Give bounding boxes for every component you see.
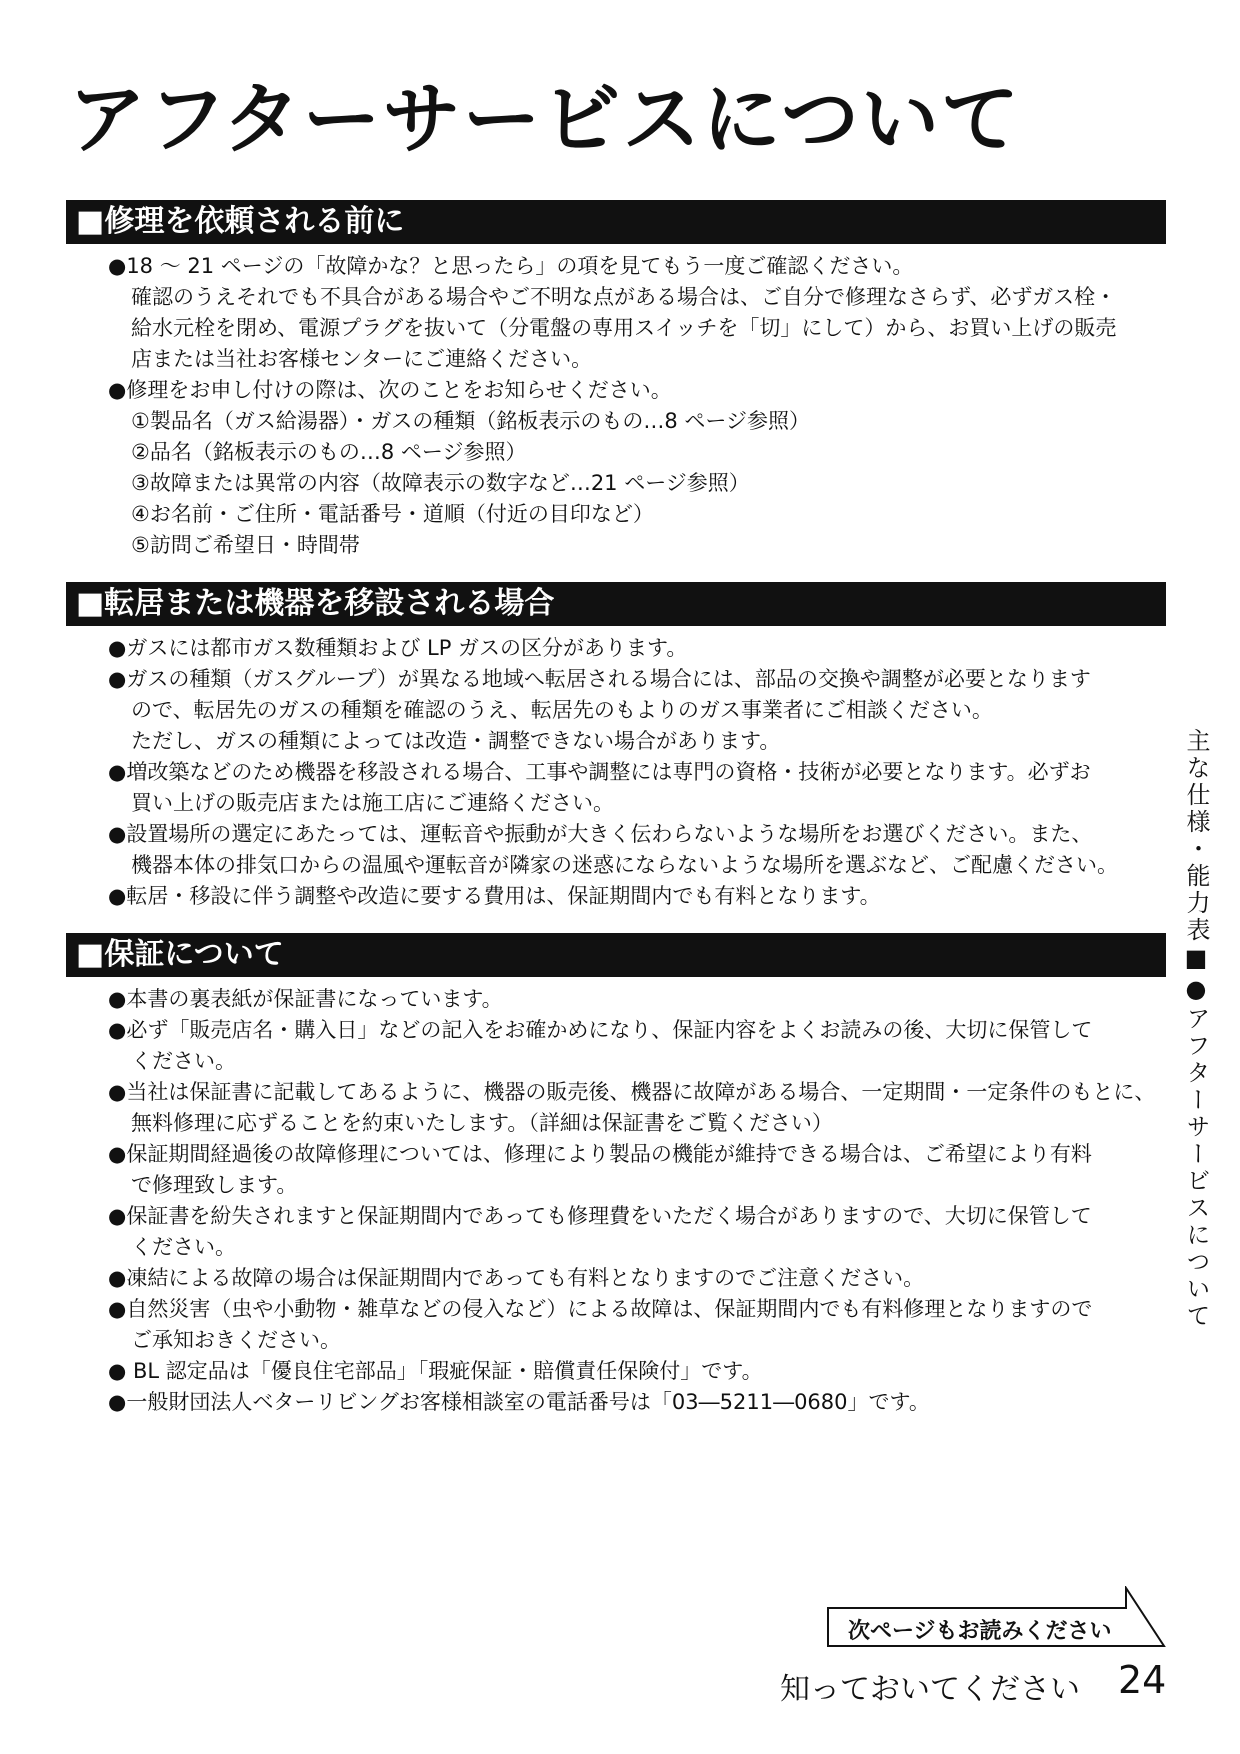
list-item: ご承知おきください。 xyxy=(131,1328,341,1352)
next-page-note xyxy=(826,1586,1166,1654)
list-item: ●必ず「販売店名・購入日」などの記入をお確かめになり、保証内容をよくお読みの後、大切に保管して xyxy=(108,1018,1093,1042)
list-item: ください。 xyxy=(131,1235,236,1259)
list-item: ●設置場所の選定にあたっては、運転音や振動が大きく伝わらないような場所をお選びください。また、 xyxy=(108,822,1093,846)
side-index-tab: 主な仕様・能力表■●アフターサービスについて xyxy=(1182,728,1210,1330)
list-item: ●自然災害（虫や小動物・雑草などの侵入など）による故障は、保証期間内でも有料修理となりますので xyxy=(108,1297,1093,1321)
list-item: 買い上げの販売店または施工店にご連絡ください。 xyxy=(131,791,614,815)
list-item: ②品名（銘板表示のもの…8 ページ参照） xyxy=(131,440,527,464)
list-item: ので、転居先のガスの種類を確認のうえ、転居先のもよりのガス事業者にご相談ください。 xyxy=(131,698,993,722)
section-body-repair xyxy=(108,251,1168,561)
list-item: ④お名前・ご住所・電話番号・道順（付近の目印など） xyxy=(131,502,654,526)
list-item: ③故障または異常の内容（故障表示の数字など…21 ページ参照） xyxy=(131,471,750,495)
page-title: アフターサービスについて xyxy=(68,75,1021,165)
list-item: ●ガスの種類（ガスグループ）が異なる地域へ転居される場合には、部品の交換や調整が必要となります xyxy=(108,667,1091,691)
section-body-relocation xyxy=(108,633,1168,912)
list-item: で修理致します。 xyxy=(131,1173,298,1197)
section-heading-repair: ■修理を依頼される前に xyxy=(66,200,1166,244)
list-item: ●修理をお申し付けの際は、次のことをお知らせください。 xyxy=(108,378,672,402)
section-heading-warranty: ■保証について xyxy=(66,933,1166,977)
list-item: 給水元栓を閉め、電源プラグを抜いて（分電盤の専用スイッチを「切」にして）から、お買い上げの販売 xyxy=(131,316,1117,340)
list-item: 店または当社お客様センターにご連絡ください。 xyxy=(131,347,593,371)
list-item: ください。 xyxy=(131,1049,236,1073)
section-body-warranty xyxy=(108,984,1168,1418)
list-item: ● BL 認定品は「優良住宅部品」「瑕疵保証・賠償責任保険付」です。 xyxy=(108,1359,763,1383)
list-item: ●凍結による故障の場合は保証期間内であっても有料となりますのでご注意ください。 xyxy=(108,1266,925,1290)
list-item: ●保証期間経過後の故障修理については、修理により製品の機能が維持できる場合は、ご希望により有料 xyxy=(108,1142,1092,1166)
list-item: ●転居・移設に伴う調整や改造に要する費用は、保証期間内でも有料となります。 xyxy=(108,884,881,908)
list-item: ⑤訪問ご希望日・時間帯 xyxy=(131,533,360,557)
list-item: ●一般財団法人ベターリビングお客様相談室の電話番号は「03―5211―0680」です。 xyxy=(108,1390,930,1414)
section-heading-relocation: ■転居または機器を移設される場合 xyxy=(66,582,1166,626)
list-item: ●保証書を紛失されますと保証期間内であっても修理費をいただく場合がありますので、大切に保管して xyxy=(108,1204,1092,1228)
list-item: 無料修理に応ずることを約束いたします。（詳細は保証書をご覧ください） xyxy=(131,1111,833,1135)
list-item: ①製品名（ガス給湯器）・ガスの種類（銘板表示のもの…8 ページ参照） xyxy=(131,409,810,433)
list-item: ●増改築などのため機器を移設される場合、工事や調整には専門の資格・技術が必要となります。必ずお xyxy=(108,760,1091,784)
list-item: ●当社は保証書に記載してあるように、機器の販売後、機器に故障がある場合、一定期間・一定条件のもとに、 xyxy=(108,1080,1156,1104)
list-item: 機器本体の排気口からの温風や運転音が隣家の迷惑にならないような場所を選ぶなど、ご配慮ください。 xyxy=(131,853,1118,877)
next-page-label: 次ページもお読みください xyxy=(848,1619,1112,1644)
list-item: ●本書の裏表紙が保証書になっています。 xyxy=(108,987,503,1011)
list-item: 確認のうえそれでも不具合がある場合やご不明な点がある場合は、ご自分で修理なさらず、必ずガス栓・ xyxy=(131,285,1117,309)
page-number: 24 xyxy=(1118,1658,1167,1702)
list-item: ただし、ガスの種類によっては改造・調整できない場合があります。 xyxy=(131,729,781,753)
list-item: ●18 ～ 21 ページの「故障かな？と思ったら」の項を見てもう一度ご確認ください。 xyxy=(108,254,914,278)
footer-caption: 知っておいてください xyxy=(780,1672,1080,1707)
list-item: ●ガスには都市ガス数種類および LP ガスの区分があります。 xyxy=(108,636,688,660)
